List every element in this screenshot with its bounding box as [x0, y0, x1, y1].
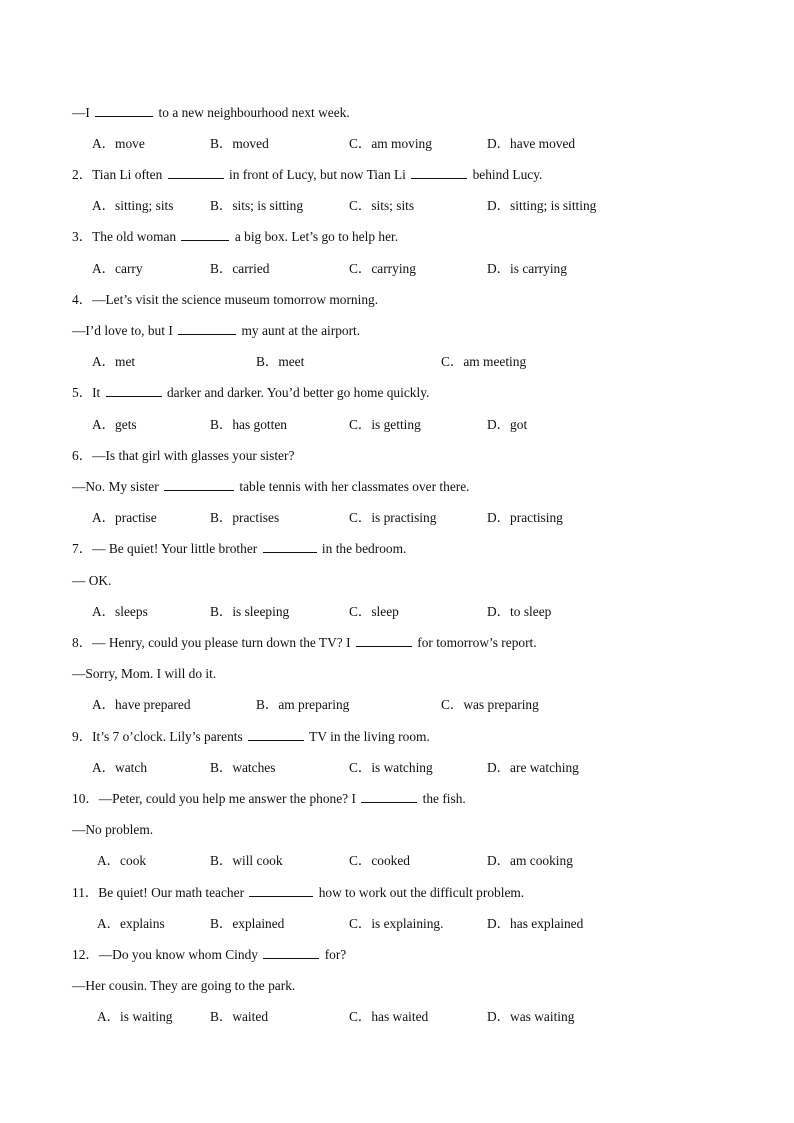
question-11-option-B[interactable]: B．explained	[210, 916, 285, 931]
question-10-line-1	[72, 790, 466, 808]
question-text: 9．It’s 7 o’clock. Lily’s parents	[72, 729, 247, 744]
question-2-line-1	[72, 166, 542, 184]
question-text: — OK.	[72, 573, 112, 588]
question-text: —Her cousin. They are going to the park.	[72, 978, 296, 993]
question-11-option-A[interactable]: A．explains	[97, 916, 165, 931]
question-text: 10．—Peter, could you help me answer the phone? I	[72, 791, 360, 806]
question-9-option-B[interactable]: B．watches	[210, 760, 276, 775]
question-text: a big box. Let’s go to help her.	[231, 229, 399, 244]
question-10-line-2	[72, 821, 153, 839]
question-text: the fish.	[419, 791, 466, 806]
answer-blank[interactable]	[178, 322, 236, 335]
question-text: —I’d love to, but I	[72, 323, 177, 338]
answer-blank[interactable]	[356, 634, 412, 647]
question-4-line-1	[72, 291, 378, 309]
question-5-option-A[interactable]: A．gets	[92, 417, 137, 432]
question-6-line-1	[72, 447, 294, 465]
question-6-option-D[interactable]: D．practising	[487, 510, 563, 525]
question-3-option-D[interactable]: D．is carrying	[487, 261, 567, 276]
question-2-option-D[interactable]: D．sitting; is sitting	[487, 198, 597, 213]
question-8-option-B[interactable]: B．am preparing	[256, 697, 350, 712]
answer-blank[interactable]	[249, 884, 313, 897]
question-3-option-A[interactable]: A．carry	[92, 261, 143, 276]
question-text: —No problem.	[72, 822, 154, 837]
question-8-line-1	[72, 634, 537, 652]
question-text: 7．— Be quiet! Your little brother	[72, 541, 261, 556]
question-7-option-C[interactable]: C．sleep	[349, 604, 399, 619]
question-text: 6．—Is that girl with glasses your sister?	[72, 448, 295, 463]
question-7-option-D[interactable]: D．to sleep	[487, 604, 552, 619]
question-text: 4．—Let’s visit the science museum tomorrow morning.	[72, 292, 379, 307]
question-4-option-C[interactable]: C．am meeting	[441, 354, 527, 369]
answer-blank[interactable]	[263, 540, 317, 553]
question-10-option-B[interactable]: B．will cook	[210, 853, 283, 868]
question-text: 11．Be quiet! Our math teacher	[72, 885, 248, 900]
question-4-option-A[interactable]: A．met	[92, 354, 136, 369]
question-7-line-1	[72, 540, 406, 558]
question-7-option-A[interactable]: A．sleeps	[92, 604, 148, 619]
question-text: 5．It	[72, 385, 104, 400]
question-2-option-B[interactable]: B．sits; is sitting	[210, 198, 304, 213]
question-text: —Sorry, Mom. I will do it.	[72, 666, 217, 681]
question-text: in front of Lucy, but now Tian Li	[225, 167, 410, 182]
question-4-line-2	[72, 322, 360, 340]
question-6-option-C[interactable]: C．is practising	[349, 510, 437, 525]
question-text: —No. My sister	[72, 479, 163, 494]
answer-blank[interactable]	[164, 478, 234, 491]
question-3-line-1	[72, 228, 398, 246]
question-text: 8．— Henry, could you please turn down the TV? I	[72, 635, 354, 650]
question-text: how to work out the difficult problem.	[315, 885, 525, 900]
question-8-option-A[interactable]: A．have prepared	[92, 697, 191, 712]
answer-blank[interactable]	[411, 166, 467, 179]
question-10-option-C[interactable]: C．cooked	[349, 853, 410, 868]
question-text: for tomorrow’s report.	[413, 635, 537, 650]
question-9-option-D[interactable]: D．are watching	[487, 760, 579, 775]
question-11-line-1	[72, 884, 524, 902]
question-5-line-1	[72, 384, 429, 402]
question-text: my aunt at the airport.	[238, 323, 361, 338]
question-12-line-1	[72, 946, 346, 964]
question-text: table tennis with her classmates over there.	[236, 479, 470, 494]
question-6-option-B[interactable]: B．practises	[210, 510, 280, 525]
question-text: 2．Tian Li often	[72, 167, 166, 182]
question-text: to a new neighbourhood next week.	[155, 105, 350, 120]
answer-blank[interactable]	[181, 228, 229, 241]
question-5-option-D[interactable]: D．got	[487, 417, 528, 432]
question-12-option-B[interactable]: B．waited	[210, 1009, 269, 1024]
question-12-option-A[interactable]: A．is waiting	[97, 1009, 173, 1024]
question-8-line-2	[72, 665, 216, 683]
question-12-line-2	[72, 977, 295, 995]
question-1-option-C[interactable]: C．am moving	[349, 136, 432, 151]
answer-blank[interactable]	[95, 104, 153, 117]
question-text: 3．The old woman	[72, 229, 180, 244]
question-11-option-D[interactable]: D．has explained	[487, 916, 584, 931]
question-7-line-2	[72, 572, 111, 590]
question-5-option-B[interactable]: B．has gotten	[210, 417, 287, 432]
answer-blank[interactable]	[361, 790, 417, 803]
question-3-option-B[interactable]: B．carried	[210, 261, 270, 276]
question-6-option-A[interactable]: A．practise	[92, 510, 157, 525]
question-3-option-C[interactable]: C．carrying	[349, 261, 416, 276]
question-12-option-C[interactable]: C．has waited	[349, 1009, 429, 1024]
question-10-option-A[interactable]: A．cook	[97, 853, 147, 868]
question-11-option-C[interactable]: C．is explaining.	[349, 916, 444, 931]
answer-blank[interactable]	[106, 384, 162, 397]
question-1-option-D[interactable]: D．have moved	[487, 136, 576, 151]
question-10-option-D[interactable]: D．am cooking	[487, 853, 573, 868]
question-2-option-C[interactable]: C．sits; sits	[349, 198, 415, 213]
question-text: TV in the living room.	[306, 729, 430, 744]
answer-blank[interactable]	[248, 728, 304, 741]
question-1-option-B[interactable]: B．moved	[210, 136, 269, 151]
question-text: —I	[72, 105, 94, 120]
question-9-option-C[interactable]: C．is watching	[349, 760, 433, 775]
question-5-option-C[interactable]: C．is getting	[349, 417, 421, 432]
question-text: behind Lucy.	[469, 167, 543, 182]
question-text: in the bedroom.	[318, 541, 407, 556]
question-text: darker and darker. You’d better go home quickly.	[163, 385, 430, 400]
answer-blank[interactable]	[263, 946, 319, 959]
question-9-option-A[interactable]: A．watch	[92, 760, 148, 775]
question-12-option-D[interactable]: D．was waiting	[487, 1009, 575, 1024]
question-6-line-2	[72, 478, 470, 496]
question-1-line-1	[72, 104, 350, 122]
question-7-option-B[interactable]: B．is sleeping	[210, 604, 290, 619]
answer-blank[interactable]	[168, 166, 224, 179]
question-9-line-1	[72, 728, 430, 746]
question-2-option-A[interactable]: A．sitting; sits	[92, 198, 174, 213]
question-4-option-B[interactable]: B．meet	[256, 354, 305, 369]
question-8-option-C[interactable]: C．was preparing	[441, 697, 539, 712]
question-text: 12．—Do you know whom Cindy	[72, 947, 262, 962]
question-1-option-A[interactable]: A．move	[92, 136, 145, 151]
question-text: for?	[321, 947, 347, 962]
